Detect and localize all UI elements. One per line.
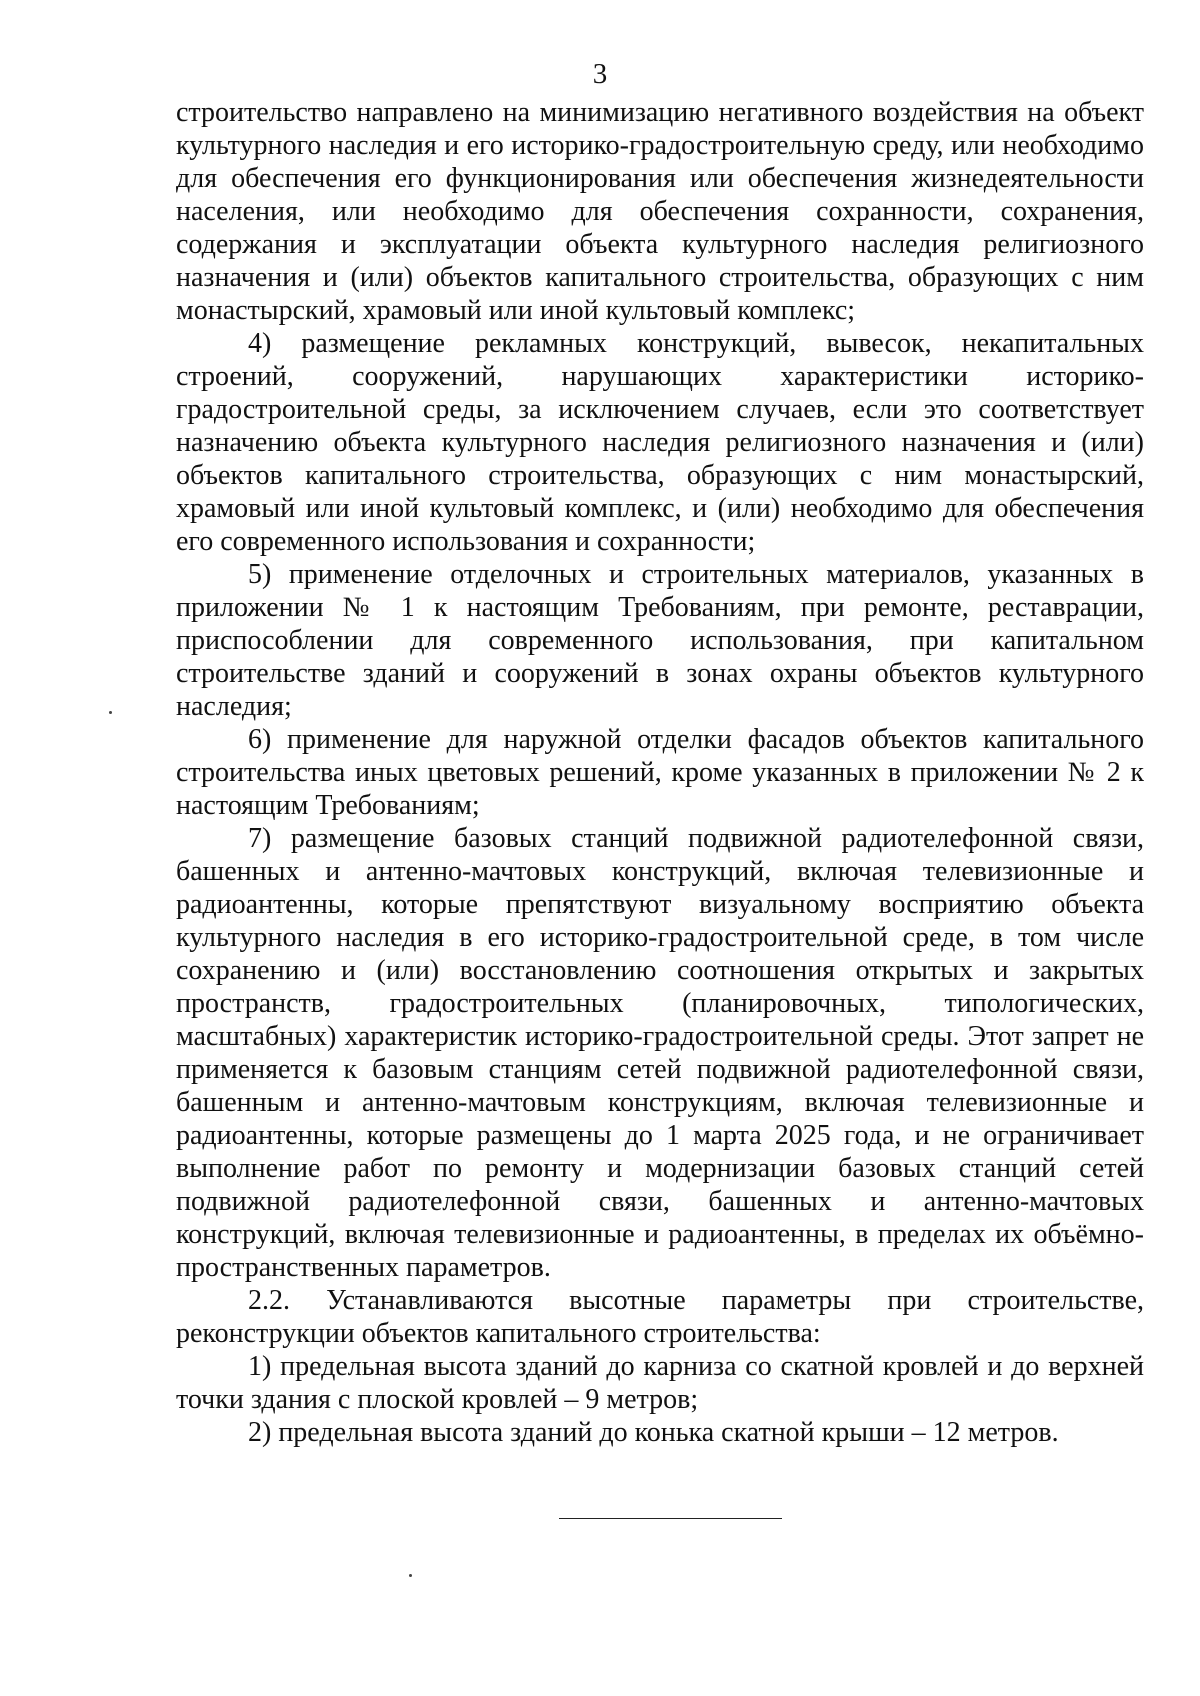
document-body bbox=[176, 96, 1144, 1449]
paragraph-item-7: 7) размещение базовых станций подвижной радиотелефонной связи, башенных и антенно-мачтовых конструкций, включая телевизионные и радиоантенны, которые препятствуют визуальному восприятию объекта культурного наследия в его историко-градостроительной среде, в том числе сохранению и (или) восстановлению соотношения открытых и закрытых пространств, градостроительных (планировочных, типологических, масштабных) характеристик историко-градостроительной среды. Этот запрет не применяется к базовым станциям сетей подвижной радиотелефонной связи, башенным и антенно-мачтовым конструкциям, включая телевизионные и радиоантенны, которые размещены до 1 марта 2025 года, и не ограничивает выполнение работ по ремонту и модернизации базовых станций сетей подвижной радиотелефонной связи, башенных и антенно-мачтовых конструкций, включая телевизионные и радиоантенны, в пределах их объёмно-пространственных параметров. bbox=[176, 823, 1144, 1283]
paragraph-item-5: 5) применение отделочных и строительных материалов, указанных в приложении № 1 к настоящим Требованиям, при ремонте, реставрации, приспособлении для современного использования, при капитальном строительстве зданий и сооружений в зонах охраны объектов культурного наследия; bbox=[176, 559, 1144, 722]
paragraph-height-limit-2: 2) предельная высота зданий до конька скатной крыши – 12 метров. bbox=[248, 1417, 1059, 1448]
end-of-text-rule bbox=[559, 1518, 782, 1519]
paragraph-section-2-2: 2.2. Устанавливаются высотные параметры при строительстве, реконструкции объектов капитального строительства: bbox=[176, 1285, 1144, 1349]
paragraph-item-6: 6) применение для наружной отделки фасадов объектов капитального строительства иных цветовых решений, кроме указанных в приложении № 2 к настоящим Требованиям; bbox=[176, 724, 1144, 821]
page-number: 3 bbox=[592, 58, 608, 90]
scan-speck bbox=[409, 1574, 412, 1577]
paragraph-height-limit-1: 1) предельная высота зданий до карниза со скатной кровлей и до верхней точки здания с плоской кровлей – 9 метров; bbox=[176, 1351, 1144, 1415]
paragraph-continuation: строительство направлено на минимизацию негативного воздействия на объект культурного наследия и его историко-градостроительную среду, или необходимо для обеспечения его функционирования или обеспечения жизнедеятельности населения, или необходимо для обеспечения сохранности, сохранения, содержания и эксплуатации объекта культурного наследия религиозного назначения и (или) объектов капитального строительства, образующих с ним монастырский, храмовый или иной культовый комплекс; bbox=[176, 97, 1144, 326]
paragraph-item-4: 4) размещение рекламных конструкций, вывесок, некапитальных строений, сооружений, нарушающих характеристики историко-градостроительной среды, за исключением случаев, если это соответствует назначению объекта культурного наследия религиозного назначения и (или) объектов капитального строительства, образующих с ним монастырский, храмовый или иной культовый комплекс, и (или) необходимо для обеспечения его современного использования и сохранности; bbox=[176, 328, 1144, 557]
scan-speck bbox=[109, 711, 112, 714]
